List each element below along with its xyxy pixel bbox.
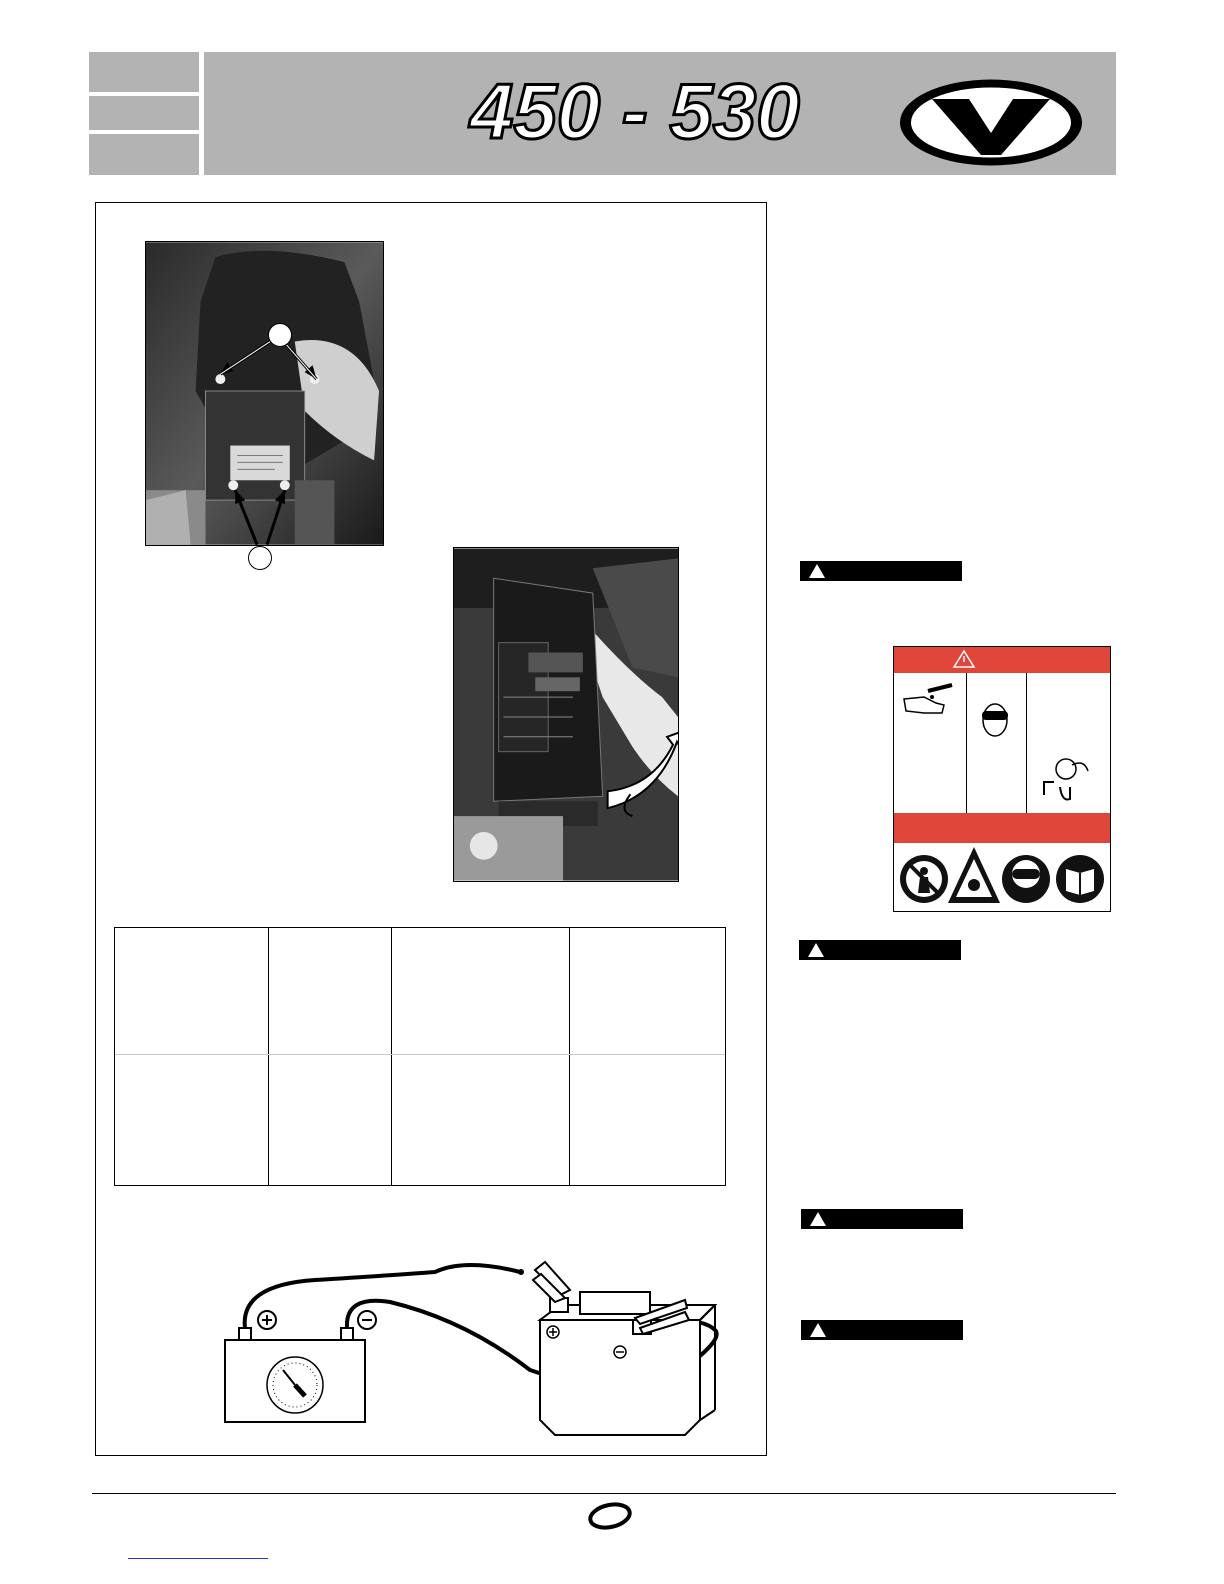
header-tab-blocks [89,52,199,175]
warning-triangle-icon [809,1322,827,1338]
table-column-divider [391,928,392,1185]
battery-removal-photo [453,547,679,882]
header-tab-block [89,134,199,175]
page-number-mark [587,1502,633,1530]
table-column-divider [268,928,269,1185]
warning-triangle-icon [808,563,826,579]
warning-triangle-icon [809,1211,827,1227]
spec-table [114,927,726,1186]
battery-label-pictograms [894,647,1112,913]
table-column-divider [569,928,570,1185]
table-row-divider [115,1054,725,1055]
battery-safety-label [893,646,1111,912]
header-divider-vertical [199,52,204,175]
v-logo-icon [897,77,1085,168]
callout-marker-1 [268,323,292,347]
header-tab-block [89,52,199,92]
footer-link-underline[interactable] [128,1558,268,1559]
model-title [465,70,845,150]
warning-triangle-icon [807,942,825,958]
callout-marker-2 [248,546,272,570]
battery-charger-diagram-icon [215,1250,725,1445]
model-title-text: 450 - 530 [470,70,800,150]
footer-rule [92,1493,1116,1494]
battery-mount-photo [145,241,384,546]
header-tab-block [89,96,199,130]
